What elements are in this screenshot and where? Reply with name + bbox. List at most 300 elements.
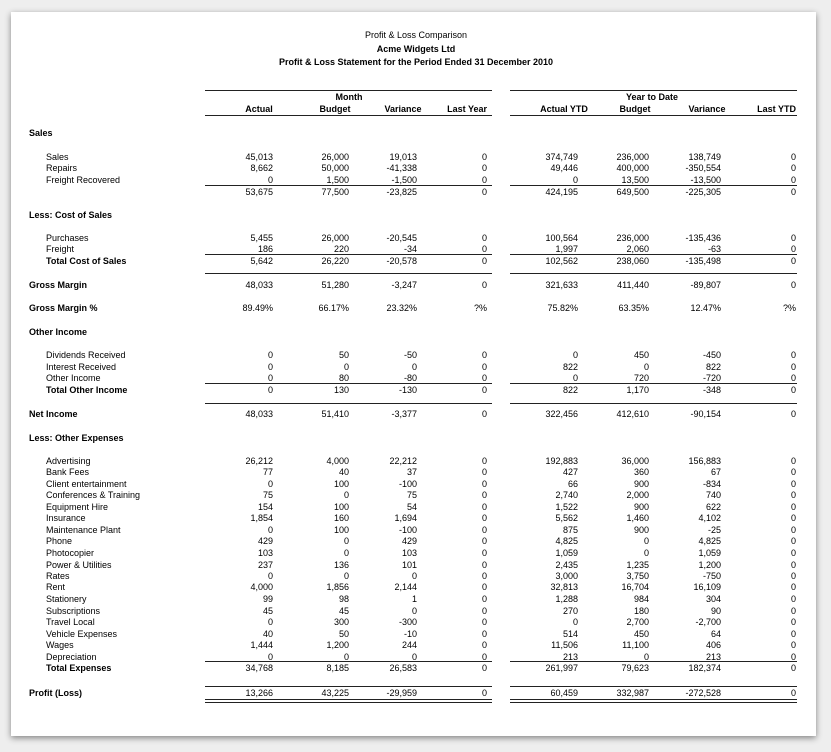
cell-value: -720 <box>702 373 721 383</box>
cell-value: 130 <box>333 385 349 395</box>
cell-value: 3,750 <box>626 571 649 581</box>
cell-value: 0 <box>790 629 796 639</box>
cell-value: 0 <box>411 571 417 581</box>
subtotal-rule <box>510 185 797 186</box>
cell-value: 48,033 <box>245 280 273 290</box>
cell-value: 0 <box>790 233 796 243</box>
cell-value: 321,633 <box>545 280 578 290</box>
cell-value: 0 <box>267 479 273 489</box>
cell-value: -1,500 <box>391 175 417 185</box>
cell-value: 5,642 <box>250 256 273 266</box>
row-label: Insurance <box>46 513 86 523</box>
cell-value: 0 <box>790 175 796 185</box>
row-label: Bank Fees <box>46 467 90 477</box>
cell-value: 0 <box>572 175 578 185</box>
cell-value: 34,768 <box>245 663 273 673</box>
cell-value: 0 <box>481 373 487 383</box>
row-label: Other Income <box>46 373 101 383</box>
row-label: Total Cost of Sales <box>46 256 127 266</box>
cell-value: 400,000 <box>616 163 649 173</box>
cell-value: -20,578 <box>386 256 417 266</box>
cell-value: 0 <box>481 467 487 477</box>
cell-value: 0 <box>481 594 487 604</box>
cell-value: 0 <box>481 513 487 523</box>
cell-value: -25 <box>707 525 721 535</box>
cell-value: 3,000 <box>555 571 578 581</box>
cell-value: 0 <box>790 163 796 173</box>
cell-value: 45 <box>338 606 349 616</box>
cell-value: 0 <box>481 548 487 558</box>
cell-value: 0 <box>790 280 796 290</box>
cell-value: 220 <box>333 244 349 254</box>
cell-value: 0 <box>790 409 796 419</box>
cell-value: 0 <box>481 502 487 512</box>
cell-value: 0 <box>790 548 796 558</box>
cell-value: -29,959 <box>386 688 417 698</box>
cell-value: 5,562 <box>555 513 578 523</box>
cell-value: 49,446 <box>550 163 578 173</box>
cell-value: 213 <box>705 652 721 662</box>
cell-value: 0 <box>481 350 487 360</box>
cell-value: 26,000 <box>321 233 349 243</box>
cell-value: 37 <box>406 467 417 477</box>
cell-value: 1,854 <box>250 513 273 523</box>
cell-value: 0 <box>481 525 487 535</box>
cell-value: 429 <box>401 536 417 546</box>
cell-value: 5,455 <box>250 233 273 243</box>
cell-value: 427 <box>562 467 578 477</box>
cell-value: 13,266 <box>245 688 273 698</box>
column-header: Last Year <box>447 104 487 114</box>
cell-value: 304 <box>705 594 721 604</box>
cell-value: 622 <box>705 502 721 512</box>
cell-value: -348 <box>702 385 721 395</box>
cell-value: 0 <box>790 688 796 698</box>
cell-value: 1,288 <box>555 594 578 604</box>
cell-value: 0 <box>267 373 273 383</box>
ytd-group-header: Year to Date <box>625 92 679 102</box>
cell-value: 0 <box>790 571 796 581</box>
cell-value: 0 <box>790 502 796 512</box>
cell-value: -450 <box>702 350 721 360</box>
cell-value: 0 <box>790 513 796 523</box>
column-header: Actual YTD <box>540 104 588 114</box>
cell-value: 0 <box>481 362 487 372</box>
cell-value: 0 <box>481 280 487 290</box>
cell-value: 12.47% <box>690 303 721 313</box>
row-label: Advertising <box>46 456 91 466</box>
cell-value: 1,059 <box>555 548 578 558</box>
cell-value: 0 <box>790 350 796 360</box>
cell-value: -350,554 <box>685 163 721 173</box>
cell-value: 4,102 <box>698 513 721 523</box>
cell-value: 89.49% <box>242 303 273 313</box>
cell-value: 238,060 <box>616 256 649 266</box>
cell-value: 182,374 <box>688 663 721 673</box>
total-rule <box>205 403 492 404</box>
cell-value: 23.32% <box>386 303 417 313</box>
cell-value: 1,997 <box>555 244 578 254</box>
cell-value: 740 <box>705 490 721 500</box>
cell-value: 0 <box>267 652 273 662</box>
cell-value: 0 <box>481 536 487 546</box>
cell-value: 75.82% <box>547 303 578 313</box>
cell-value: 16,109 <box>693 582 721 592</box>
cell-value: 0 <box>790 652 796 662</box>
cell-value: 0 <box>790 187 796 197</box>
cell-value: 100 <box>333 502 349 512</box>
cell-value: 0 <box>267 617 273 627</box>
cell-value: 429 <box>257 536 273 546</box>
cell-value: -63 <box>707 244 721 254</box>
grand-total-double-rule <box>205 699 492 703</box>
cell-value: 374,749 <box>545 152 578 162</box>
cell-value: -3,247 <box>391 280 417 290</box>
cell-value: 0 <box>572 617 578 627</box>
cell-value: 0 <box>343 548 349 558</box>
cell-value: 649,500 <box>616 187 649 197</box>
report-heading: Profit & Loss Comparison <box>364 30 468 40</box>
cell-value: 0 <box>481 244 487 254</box>
subtotal-rule <box>510 383 797 384</box>
cell-value: 822 <box>562 362 578 372</box>
column-header: Actual <box>245 104 273 114</box>
cell-value: 0 <box>790 490 796 500</box>
cell-value: 0 <box>481 187 487 197</box>
cell-value: 0 <box>643 548 649 558</box>
month-top-rule <box>205 90 492 91</box>
cell-value: 4,000 <box>326 456 349 466</box>
cell-value: 2,740 <box>555 490 578 500</box>
ytd-top-rule <box>510 90 797 91</box>
cell-value: 0 <box>411 652 417 662</box>
cell-value: 11,100 <box>622 640 649 650</box>
cell-value: 51,410 <box>321 409 349 419</box>
cell-value: 2,435 <box>555 560 578 570</box>
cell-value: 26,583 <box>389 663 417 673</box>
cell-value: -23,825 <box>386 187 417 197</box>
cell-value: 103 <box>257 548 273 558</box>
cell-value: 0 <box>481 629 487 639</box>
row-label: Sales <box>46 152 69 162</box>
cell-value: 0 <box>343 652 349 662</box>
cell-value: 0 <box>790 582 796 592</box>
cell-value: 875 <box>562 525 578 535</box>
cell-value: 261,997 <box>545 663 578 673</box>
cell-value: 1,500 <box>326 175 349 185</box>
row-label: Depreciation <box>46 652 97 662</box>
row-label: Interest Received <box>46 362 117 372</box>
cell-value: 0 <box>790 373 796 383</box>
cell-value: 0 <box>572 373 578 383</box>
cell-value: 0 <box>790 362 796 372</box>
cell-value: 40 <box>338 467 349 477</box>
section-heading: Sales <box>29 128 53 138</box>
cell-value: 0 <box>481 409 487 419</box>
cell-value: 60,459 <box>550 688 578 698</box>
cell-value: 32,813 <box>550 582 578 592</box>
cell-value: 900 <box>633 502 649 512</box>
cell-value: 138,749 <box>688 152 721 162</box>
cell-value: 0 <box>790 536 796 546</box>
cell-value: 54 <box>406 502 417 512</box>
cell-value: 45 <box>262 606 273 616</box>
cell-value: 2,060 <box>626 244 649 254</box>
row-label: Equipment Hire <box>46 502 109 512</box>
cell-value: 19,013 <box>389 152 417 162</box>
cell-value: 45,013 <box>245 152 273 162</box>
cell-value: 406 <box>705 640 721 650</box>
cell-value: ?% <box>782 303 796 313</box>
row-label: Wages <box>46 640 74 650</box>
cell-value: -834 <box>702 479 721 489</box>
cell-value: 8,662 <box>250 163 273 173</box>
cell-value: 192,883 <box>545 456 578 466</box>
cell-value: 332,987 <box>616 688 649 698</box>
cell-value: 0 <box>572 350 578 360</box>
cell-value: -100 <box>398 479 417 489</box>
cell-value: 450 <box>633 350 649 360</box>
row-label: Profit (Loss) <box>29 688 82 698</box>
cell-value: 213 <box>562 652 578 662</box>
cell-value: 0 <box>411 362 417 372</box>
cell-value: 77,500 <box>321 187 349 197</box>
cell-value: 0 <box>481 385 487 395</box>
report-page <box>11 12 816 736</box>
cell-value: 40 <box>262 629 273 639</box>
cell-value: 136 <box>333 560 349 570</box>
cell-value: 1,235 <box>626 560 649 570</box>
cell-value: -90,154 <box>690 409 721 419</box>
cell-value: 0 <box>481 490 487 500</box>
cell-value: 0 <box>481 606 487 616</box>
ytd-header-rule <box>510 115 797 116</box>
cell-value: 26,212 <box>245 456 273 466</box>
month-header-rule <box>205 115 492 116</box>
cell-value: 101 <box>401 560 417 570</box>
cell-value: 0 <box>481 582 487 592</box>
row-label: Travel Local <box>46 617 95 627</box>
cell-value: 100,564 <box>545 233 578 243</box>
row-label: Power & Utilities <box>46 560 112 570</box>
cell-value: 16,704 <box>621 582 649 592</box>
cell-value: 50,000 <box>321 163 349 173</box>
cell-value: 822 <box>562 385 578 395</box>
cell-value: 0 <box>790 594 796 604</box>
cell-value: 236,000 <box>616 152 649 162</box>
row-label: Dividends Received <box>46 350 126 360</box>
section-heading: Less: Other Expenses <box>29 433 124 443</box>
cell-value: 22,212 <box>389 456 417 466</box>
column-header: Last YTD <box>757 104 796 114</box>
cell-value: 1,444 <box>250 640 273 650</box>
cell-value: 514 <box>562 629 578 639</box>
cell-value: 156,883 <box>688 456 721 466</box>
cell-value: -41,338 <box>386 163 417 173</box>
cell-value: 160 <box>333 513 349 523</box>
cell-value: 4,825 <box>555 536 578 546</box>
cell-value: 0 <box>643 652 649 662</box>
cell-value: 0 <box>481 479 487 489</box>
cell-value: 0 <box>481 256 487 266</box>
cell-value: 48,033 <box>245 409 273 419</box>
cell-value: 99 <box>262 594 273 604</box>
cell-value: 0 <box>790 385 796 395</box>
cell-value: 75 <box>406 490 417 500</box>
cell-value: 1,522 <box>555 502 578 512</box>
row-label: Maintenance Plant <box>46 525 121 535</box>
cell-value: 67 <box>710 467 721 477</box>
cell-value: -3,377 <box>391 409 417 419</box>
cell-value: 4,825 <box>698 536 721 546</box>
cell-value: 180 <box>633 606 649 616</box>
cell-value: 2,700 <box>626 617 649 627</box>
cell-value: 1,460 <box>626 513 649 523</box>
cell-value: 53,675 <box>245 187 273 197</box>
cell-value: 0 <box>481 571 487 581</box>
cell-value: 0 <box>343 490 349 500</box>
cell-value: 100 <box>333 525 349 535</box>
cell-value: 154 <box>257 502 273 512</box>
total-rule <box>510 403 797 404</box>
report-period: Profit & Loss Statement for the Period Ended 31 December 2010 <box>278 57 554 67</box>
cell-value: 0 <box>790 525 796 535</box>
subtotal-rule <box>510 661 797 662</box>
cell-value: 0 <box>481 175 487 185</box>
cell-value: 50 <box>338 629 349 639</box>
cell-value: -225,305 <box>685 187 721 197</box>
row-label: Gross Margin <box>29 280 88 290</box>
cell-value: 0 <box>481 163 487 173</box>
cell-value: 0 <box>267 350 273 360</box>
cell-value: -130 <box>398 385 417 395</box>
cell-value: 0 <box>481 640 487 650</box>
cell-value: 0 <box>481 560 487 570</box>
cell-value: 0 <box>343 362 349 372</box>
grand-total-double-rule <box>510 699 797 703</box>
cell-value: 900 <box>633 479 649 489</box>
subtotal-rule <box>205 254 492 255</box>
row-label: Photocopier <box>46 548 95 558</box>
cell-value: -10 <box>403 629 417 639</box>
cell-value: 1 <box>411 594 417 604</box>
cell-value: -100 <box>398 525 417 535</box>
cell-value: 322,456 <box>545 409 578 419</box>
cell-value: 0 <box>790 256 796 266</box>
row-label: Total Other Income <box>46 385 128 395</box>
cell-value: -13,500 <box>690 175 721 185</box>
cell-value: -89,807 <box>690 280 721 290</box>
cell-value: 100 <box>333 479 349 489</box>
cell-value: 0 <box>481 688 487 698</box>
subtotal-rule <box>510 254 797 255</box>
cell-value: 237 <box>257 560 273 570</box>
cell-value: 75 <box>262 490 273 500</box>
cell-value: 66.17% <box>318 303 349 313</box>
cell-value: 0 <box>643 536 649 546</box>
cell-value: 11,506 <box>551 640 578 650</box>
row-label: Freight Recovered <box>46 175 121 185</box>
cell-value: 0 <box>481 652 487 662</box>
cell-value: 66 <box>567 479 578 489</box>
cell-value: 0 <box>790 640 796 650</box>
cell-value: 270 <box>562 606 578 616</box>
cell-value: 8,185 <box>326 663 349 673</box>
cell-value: -300 <box>398 617 417 627</box>
cell-value: 98 <box>338 594 349 604</box>
row-label: Phone <box>46 536 73 546</box>
cell-value: ?% <box>473 303 487 313</box>
cell-value: -50 <box>403 350 417 360</box>
cell-value: 0 <box>481 233 487 243</box>
cell-value: 450 <box>633 629 649 639</box>
subtotal-rule <box>205 661 492 662</box>
cell-value: 0 <box>790 467 796 477</box>
cell-value: 720 <box>633 373 649 383</box>
row-label: Subscriptions <box>46 606 101 616</box>
cell-value: 2,000 <box>626 490 649 500</box>
cell-value: -750 <box>702 571 721 581</box>
cell-value: 244 <box>401 640 417 650</box>
row-label: Stationery <box>46 594 87 604</box>
cell-value: 103 <box>401 548 417 558</box>
section-heading: Other Income <box>29 327 88 337</box>
cell-value: -80 <box>403 373 417 383</box>
cell-value: 51,280 <box>321 280 349 290</box>
cell-value: 0 <box>481 152 487 162</box>
cell-value: 79,623 <box>621 663 649 673</box>
cell-value: 1,856 <box>326 582 349 592</box>
column-header: Budget <box>319 104 351 114</box>
cell-value: 822 <box>705 362 721 372</box>
cell-value: 0 <box>790 244 796 254</box>
cell-value: -2,700 <box>695 617 721 627</box>
cell-value: 90 <box>710 606 721 616</box>
cell-value: 2,144 <box>394 582 417 592</box>
cell-value: 26,220 <box>321 256 349 266</box>
cell-value: 0 <box>481 617 487 627</box>
cell-value: 412,610 <box>616 409 649 419</box>
cell-value: 360 <box>633 467 649 477</box>
cell-value: 0 <box>481 456 487 466</box>
cell-value: -20,545 <box>386 233 417 243</box>
cell-value: 1,200 <box>326 640 349 650</box>
row-label: Freight <box>46 244 75 254</box>
total-rule <box>510 273 797 274</box>
cell-value: 1,170 <box>626 385 649 395</box>
cell-value: 64 <box>710 629 721 639</box>
row-label: Total Expenses <box>46 663 112 673</box>
cell-value: 424,195 <box>545 187 578 197</box>
cell-value: 77 <box>262 467 273 477</box>
cell-value: 80 <box>338 373 349 383</box>
cell-value: 13,500 <box>621 175 649 185</box>
row-label: Rates <box>46 571 70 581</box>
cell-value: 0 <box>267 571 273 581</box>
row-label: Vehicle Expenses <box>46 629 118 639</box>
cell-value: 4,000 <box>250 582 273 592</box>
row-label: Net Income <box>29 409 78 419</box>
column-header: Variance <box>384 104 422 114</box>
cell-value: 50 <box>338 350 349 360</box>
grand-total-top-rule <box>510 686 797 687</box>
cell-value: 0 <box>481 663 487 673</box>
cell-value: 26,000 <box>321 152 349 162</box>
cell-value: 0 <box>267 362 273 372</box>
cell-value: 0 <box>790 152 796 162</box>
cell-value: 63.35% <box>618 303 649 313</box>
month-group-header: Month <box>335 92 363 102</box>
